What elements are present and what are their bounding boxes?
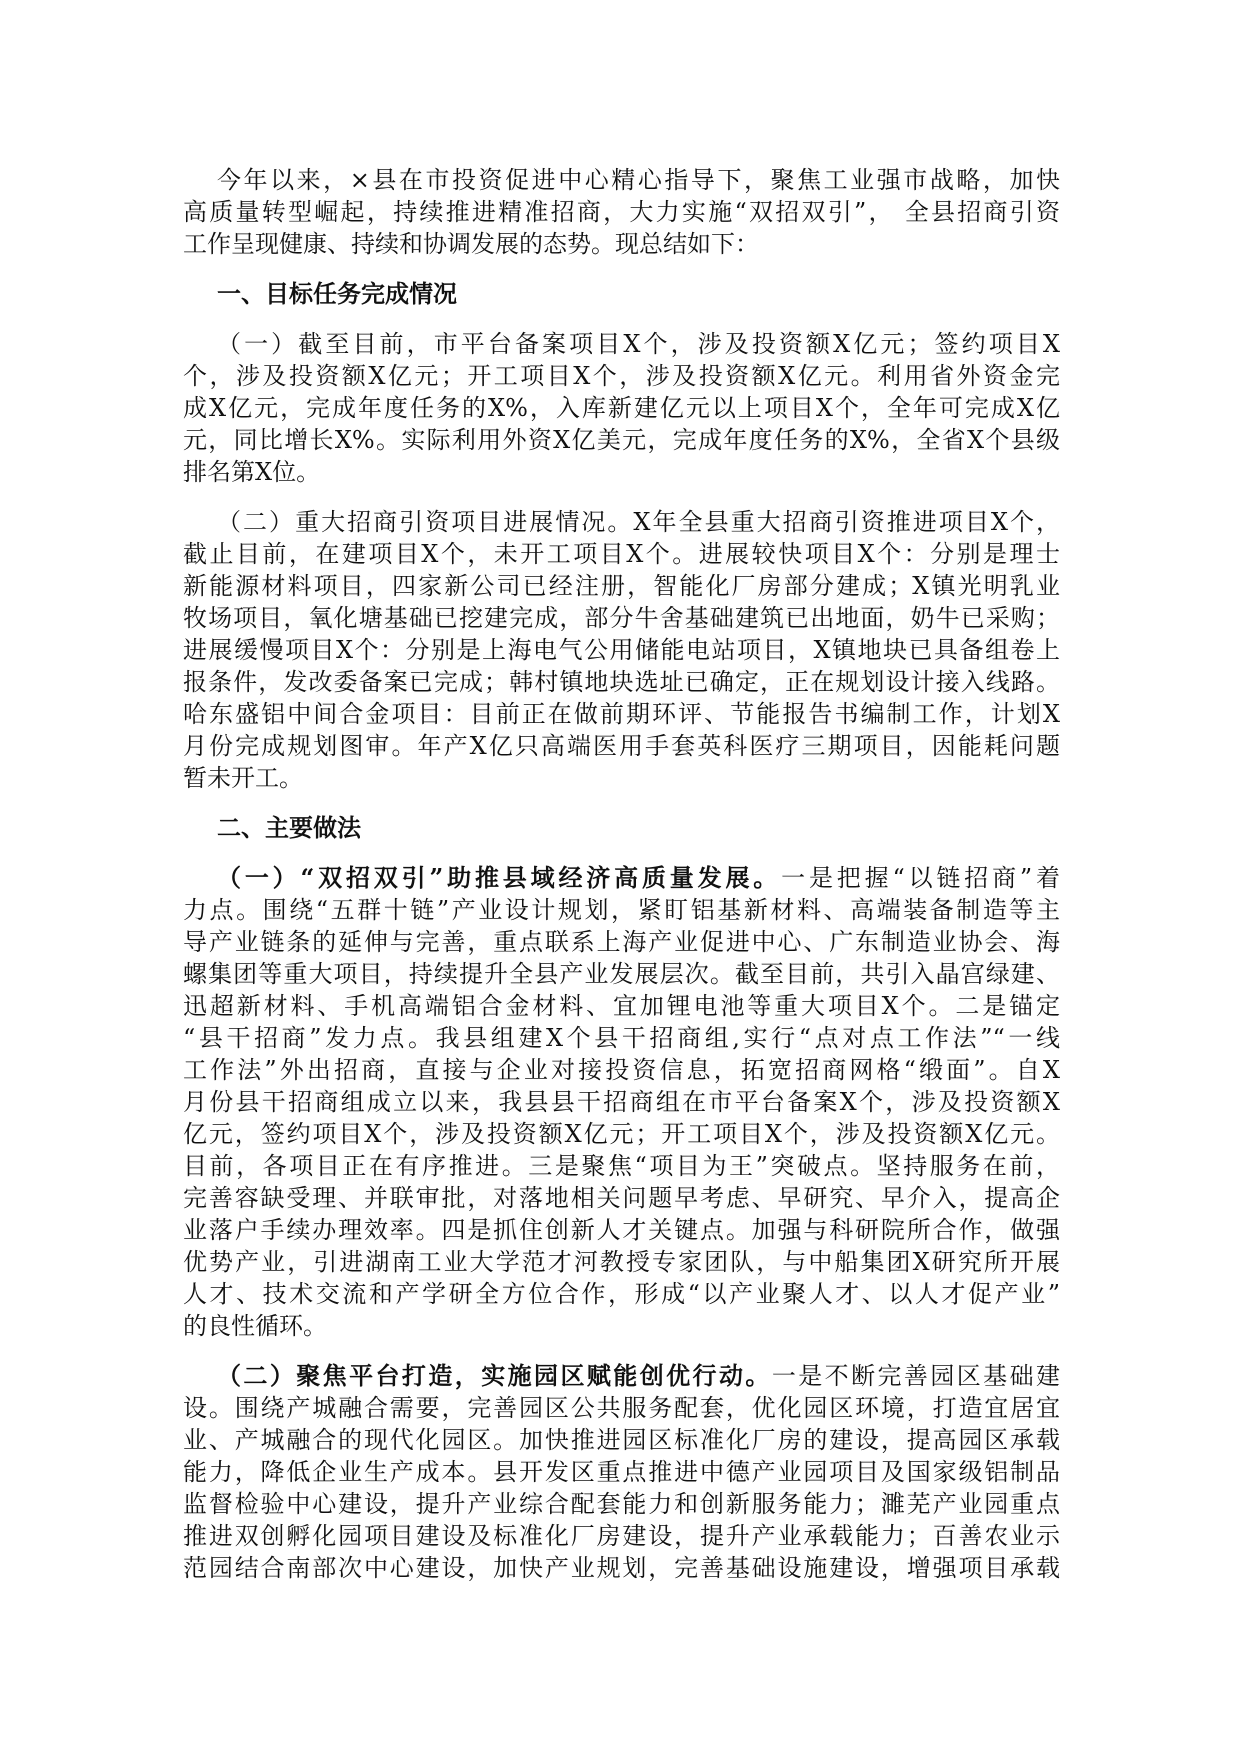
paragraph [183,862,1060,1342]
paragraph-text: 一是不断完善园区基础建 [771,1362,1061,1390]
text-line: （二）重大招商引资项目进展情况。X年全县重大招商引资推进项目X个， [217,508,1060,536]
paragraph [183,506,1060,794]
text-line: 力点。围绕“五群十链”产业设计规划，紧盯铝基新材料、高端装备制造等主 [183,896,1060,924]
text-line: 亿元，签约项目X个，涉及投资额X亿元；开工项目X个，涉及投资额X亿元。 [183,1120,1060,1148]
paragraph-lead-title: （二）聚焦平台打造，实施园区赋能创优行动。 [217,1361,772,1390]
text-line: 导产业链条的延伸与完善，重点联系上海产业促进中心、广东制造业协会、海 [183,928,1060,956]
text-line: 元，同比增长X%。实际利用外资X亿美元，完成年度任务的X%，全省X个县级 [183,426,1060,454]
text-line: 人才、技术交流和产学研全方位合作，形成“以产业聚人才、以人才促产业” [183,1280,1060,1308]
text-line: 工作法”外出招商，直接与企业对接投资信息，拓宽招商网格“缎面”。自X [183,1056,1060,1084]
text-line: 业、产城融合的现代化园区。加快推进园区标准化厂房的建设，提高园区承载 [183,1426,1060,1454]
document-page [183,164,1060,1602]
text-line: 哈东盛铝中间合金项目：目前正在做前期环评、节能报告书编制工作，计划X [183,700,1060,728]
paragraph-lead-title: （一）“双招双引”助推县域经济高质量发展。 [217,863,782,892]
text-line: 排名第X位。 [183,458,321,486]
paragraph-text: 一是把握“以链招商”着 [781,864,1061,892]
text-line: “县干招商”发力点。我县组建X个县干招商组,实行“点对点工作法”“一线 [183,1024,1060,1052]
text-line: 高质量转型崛起，持续推进精准招商，大力实施“双招双引”， 全县招商引资 [183,198,1060,226]
text-line: 范园结合南部次中心建设，加快产业规划，完善基础设施建设，增强项目承载 [183,1554,1060,1582]
text-line: 一、目标任务完成情况 [217,279,457,308]
text-line: 月份县干招商组成立以来，我县县干招商组在市平台备案X个，涉及投资额X [183,1088,1060,1116]
text-line: （一）截至目前，市平台备案项目X个，涉及投资额X亿元；签约项目X [217,330,1060,358]
text-line: 螺集团等重大项目，持续提升全县产业发展层次。截至目前，共引入晶宫绿建、 [183,960,1060,988]
text-line: 今年以来，×县在市投资促进中心精心指导下，聚焦工业强市战略，加快 [217,166,1060,194]
text-line: 迅超新材料、手机高端铝合金材料、宜加锂电池等重大项目X个。二是锚定 [183,992,1060,1020]
text-line: 个，涉及投资额X亿元；开工项目X个，涉及投资额X亿元。利用省外资金完 [183,362,1060,390]
text-line: 牧场项目，氧化塘基础已挖建完成，部分牛舍基础建筑已出地面，奶牛已采购； [183,604,1060,632]
text-line: 成X亿元，完成年度任务的X%，入库新建亿元以上项目X个，全年可完成X亿 [183,394,1060,422]
text-line: 暂未开工。 [183,764,303,792]
text-line: 业落户手续办理效率。四是抓住创新人才关键点。加强与科研院所合作，做强 [183,1216,1060,1244]
text-line [183,862,1060,894]
text-line [183,1360,1060,1392]
text-line: 工作呈现健康、持续和协调发展的态势。现总结如下： [183,230,759,258]
text-line: 完善容缺受理、并联审批，对落地相关问题早考虑、早研究、早介入，提高企 [183,1184,1060,1212]
text-line: 设。围绕产城融合需要，完善园区公共服务配套，优化园区环境，打造宜居宜 [183,1394,1060,1422]
text-line: 进展缓慢项目X个：分别是上海电气公用储能电站项目，X镇地块已具备组卷上 [183,636,1060,664]
text-line: 能力，降低企业生产成本。县开发区重点推进中德产业园项目及国家级铝制品 [183,1458,1060,1486]
paragraph [183,1360,1060,1584]
text-line: 推进双创孵化园项目建设及标准化厂房建设，提升产业承载能力；百善农业示 [183,1522,1060,1550]
text-line: 目前，各项目正在有序推进。三是聚焦“项目为王”突破点。坚持服务在前， [183,1152,1060,1180]
section-heading [183,278,1060,310]
text-line: 月份完成规划图审。年产X亿只高端医用手套英科医疗三期项目，因能耗问题 [183,732,1060,760]
text-line: 截止目前，在建项目X个，未开工项目X个。进展较快项目X个：分别是理士 [183,540,1060,568]
text-line: 优势产业，引进湖南工业大学范才河教授专家团队，与中船集团X研究所开展 [183,1248,1060,1276]
text-line: 的良性循环。 [183,1312,327,1340]
text-line: 二、主要做法 [217,813,361,842]
text-line: 报条件，发改委备案已完成；韩村镇地块选址已确定，正在规划设计接入线路。 [183,668,1060,696]
text-line: 监督检验中心建设，提升产业综合配套能力和创新服务能力；濉芜产业园重点 [183,1490,1060,1518]
section-heading [183,812,1060,844]
paragraph [183,164,1060,260]
paragraph [183,328,1060,488]
text-line: 新能源材料项目，四家新公司已经注册，智能化厂房部分建成；X镇光明乳业 [183,572,1060,600]
